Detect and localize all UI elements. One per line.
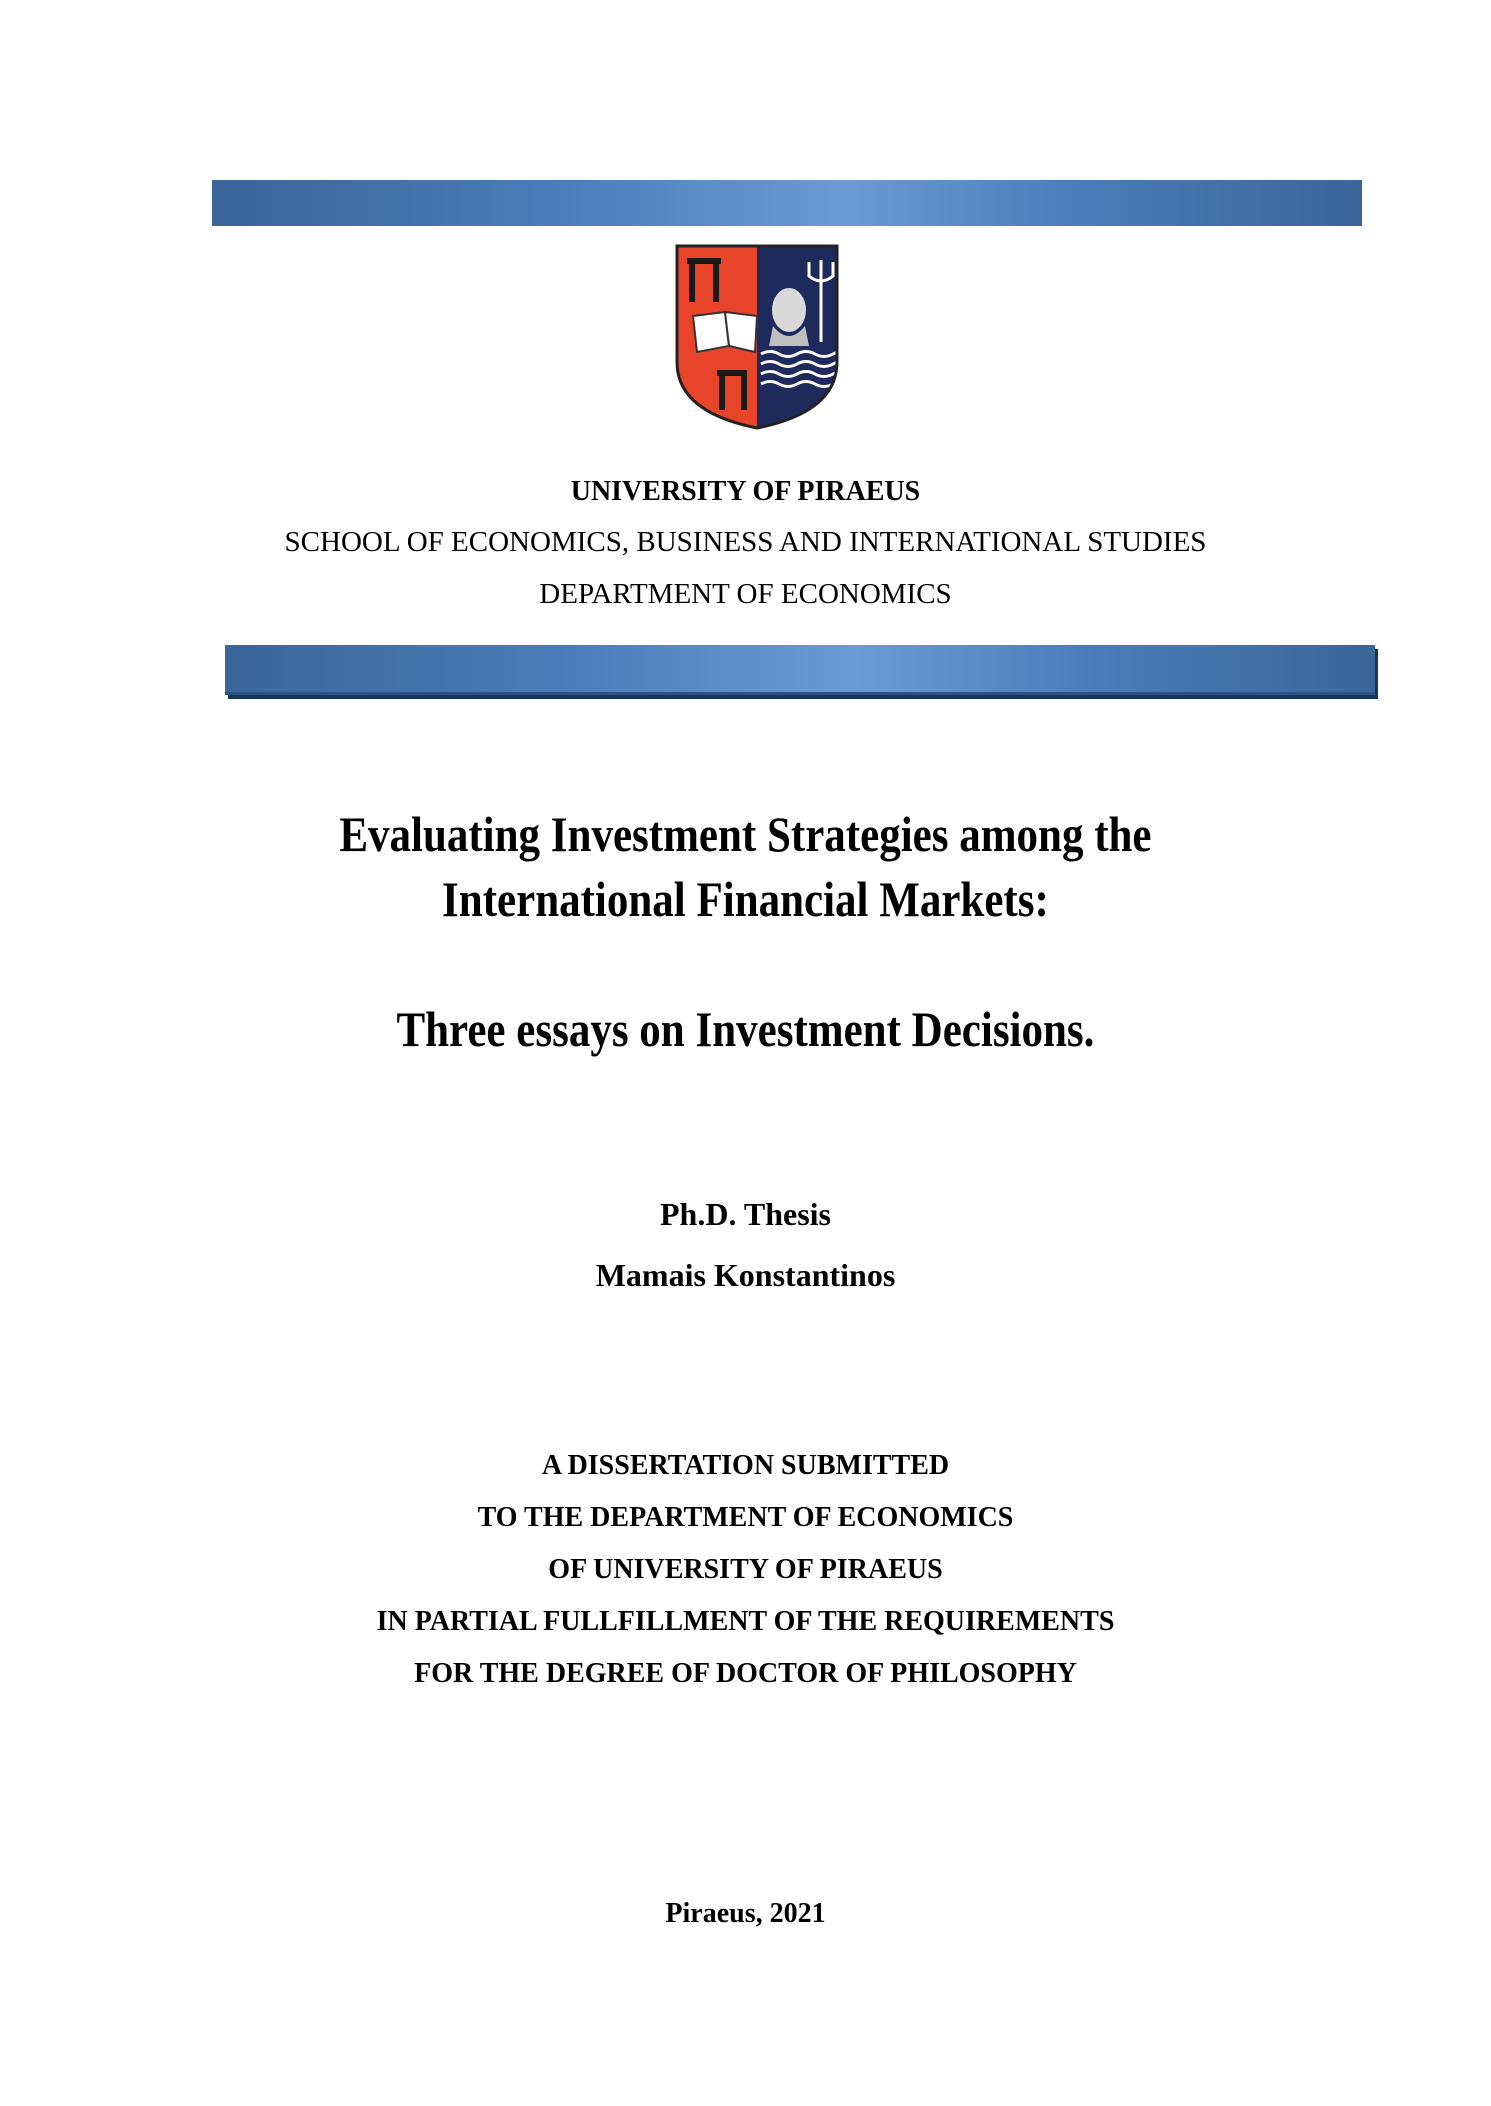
university-crest-icon	[673, 242, 841, 432]
statement-line: A DISSERTATION SUBMITTED	[541, 1450, 950, 1481]
thesis-type: Ph.D. Thesis	[659, 1196, 831, 1232]
school-name: SCHOOL OF ECONOMICS, BUSINESS AND INTERNATIONAL STUDIES	[284, 526, 1207, 558]
author-name: Mamais Konstantinos	[595, 1257, 896, 1293]
thesis-title-line-1: Evaluating Investment Strategies among the	[339, 806, 1152, 862]
header-bottom-bar	[225, 645, 1375, 695]
department-name: DEPARTMENT OF ECONOMICS	[539, 578, 952, 610]
statement-line: OF UNIVERSITY OF PIRAEUS	[548, 1554, 943, 1585]
statement-line: TO THE DEPARTMENT OF ECONOMICS	[477, 1502, 1014, 1533]
thesis-title-line-2: International Financial Markets:	[442, 871, 1049, 927]
statement-line: IN PARTIAL FULLFILLMENT OF THE REQUIREMENTS	[376, 1606, 1115, 1637]
statement-line: FOR THE DEGREE OF DOCTOR OF PHILOSOPHY	[414, 1658, 1077, 1689]
place-and-year: Piraeus, 2021	[665, 1898, 826, 1929]
thesis-subtitle: Three essays on Investment Decisions.	[396, 1001, 1095, 1057]
header-top-bar	[212, 180, 1362, 226]
university-name: UNIVERSITY OF PIRAEUS	[570, 476, 921, 507]
